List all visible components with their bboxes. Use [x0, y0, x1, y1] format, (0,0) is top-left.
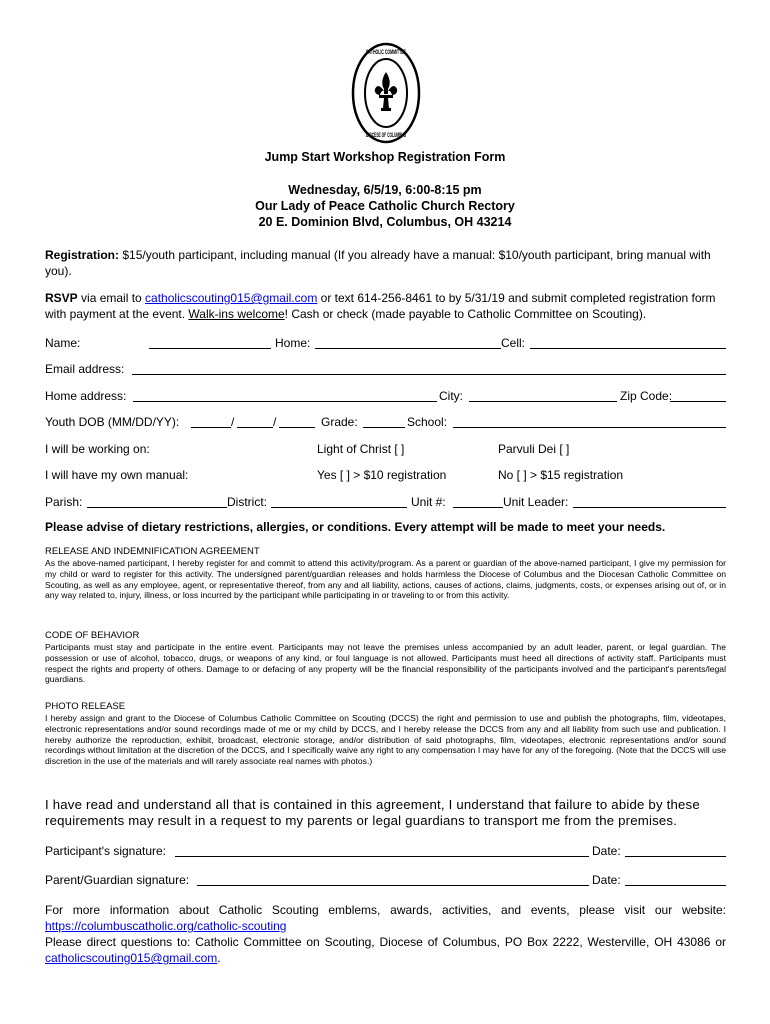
name-field[interactable]: [149, 337, 271, 349]
photo-release-title: PHOTO RELEASE: [45, 701, 126, 712]
website-link[interactable]: https://columbuscatholic.org/catholic-scouting: [45, 919, 287, 933]
address-row: [45, 389, 726, 407]
parent-date-label: Date:: [592, 873, 621, 887]
seal-bottom-text: DIOCESE OF COLUMBUS: [366, 133, 406, 139]
seal-top-text: CATHOLIC COMMITTEE: [366, 50, 406, 56]
parent-signature-field[interactable]: [197, 874, 589, 886]
dob-year-field[interactable]: [279, 416, 315, 428]
email-label: Email address:: [45, 362, 125, 376]
walkins-welcome: Walk-ins welcome: [188, 306, 285, 321]
dietary-note: Please advise of dietary restrictions, allergies, or conditions. Every attempt will be made to meet your needs.: [45, 520, 666, 534]
parish-label: Parish:: [45, 495, 83, 509]
home-phone-label: Home:: [275, 336, 311, 350]
footer-email-link[interactable]: catholicscouting015@gmail.com: [45, 951, 218, 965]
info-text-1: For more information about Catholic Scouting emblems, awards, activities, and events, please visit our website:: [45, 903, 726, 917]
conduct-body: Participants must stay and participate in the entire event. Participants may not leave the premises unless accompanied by an adult leader, parent, or legal guardian. The possession or use of alcohol, tobacco, drugs, or weapons of any kind, or foul language is not allowed. Participants must heed all directions of activity staff. Participants must respect the rights and property of others. Damage to or defacing of any property will be the financial responsibility of the participants involved and the participant's parents/legal guardians.: [45, 642, 726, 685]
photo-release-body: I hereby assign and grant to the Diocese of Columbus Catholic Committee on Scouting (DCCS) the right and permission to use and publish the photographs, film, videotapes, electronic representations and/or sound recordings made of me or my child by DCCS, and I hereby release the DCCS from any and all liability from such use and publication. I hereby authorize the reproduction, exhibit, broadcast, electronic storage, and/or distribution of said photographs, film, videotapes, electronic representations and/or sound recordings without limitation at the discretion of the DCCS, and I specifically waive any right to any compensation I may have for any of the foregoing. (Note that the DCCS will use discretion in the use of the materials and will rarely associate real names with photos.): [45, 713, 726, 767]
diocese-scouting-seal-logo: [351, 42, 421, 144]
contact-info: [45, 902, 726, 966]
city-label: City:: [439, 389, 463, 403]
cell-label: Cell:: [501, 336, 526, 350]
working-on-label: I will be working on:: [45, 442, 150, 456]
email-row: [45, 362, 726, 380]
rsvp-info: [45, 291, 726, 322]
contact-row: [45, 336, 726, 354]
event-date: Wednesday, 6/5/19, 6:00-8:15 pm: [288, 183, 482, 197]
dob-day-field[interactable]: [237, 416, 273, 428]
youth-row: [45, 415, 726, 433]
info-text-2: Please direct questions to: Catholic Committee on Scouting, Diocese of Columbus, PO Box 2222, Westerville, OH 43086 or: [45, 935, 726, 949]
dob-label: Youth DOB (MM/DD/YY):: [45, 415, 180, 429]
parent-date-field[interactable]: [625, 874, 726, 886]
rsvp-email-link[interactable]: catholicscouting015@gmail.com: [145, 291, 318, 305]
event-address: 20 E. Dominion Blvd, Columbus, OH 43214: [258, 215, 512, 229]
conduct-title: CODE OF BEHAVIOR: [45, 630, 140, 641]
dob-separator-1: /: [231, 415, 235, 429]
participant-date-field[interactable]: [625, 845, 726, 857]
home-phone-field[interactable]: [315, 337, 501, 349]
info-text-3: .: [217, 951, 221, 965]
home-address-label: Home address:: [45, 389, 127, 403]
cell-field[interactable]: [530, 337, 726, 349]
registration-info: [45, 248, 726, 279]
name-label: Name:: [45, 336, 81, 350]
rsvp-text-3: ! Cash or check (made payable to Catholic Committee on Scouting).: [284, 306, 647, 321]
manual-no-checkbox[interactable]: No [ ] > $15 registration: [498, 468, 624, 482]
participant-signature-field[interactable]: [175, 845, 589, 857]
registration-text: $15/youth participant, including manual (If you already have a manual: $10/youth participant, bring manual with you).: [45, 248, 711, 278]
rsvp-label: RSVP: [45, 291, 78, 305]
participant-date-label: Date:: [592, 844, 621, 858]
unit-leader-field[interactable]: [573, 496, 726, 508]
release-body: As the above-named participant, I hereby register for and commit to attend this activity/program. As a parent or guardian of the above-named participant, I give my permission for my child or ward to register for this activity. The undersigned parent/guardian releases and holds harmless the Diocese of Columbus and the Diocesan Catholic Committee on Scouting, as well as any employee, agent, or representative thereof, from any and all liability, actions, causes of actions, claims, judgments, costs, or expenses arising out of, or in any way related to, injury, illness, or loss incurred by the participant while participating in or traveling to or from this activity.: [45, 558, 726, 601]
grade-field[interactable]: [363, 416, 405, 428]
rsvp-text-1: via email to: [77, 291, 146, 305]
participant-signature-row: [45, 844, 726, 862]
parent-signature-row: [45, 873, 726, 891]
unit-leader-label: Unit Leader:: [503, 495, 569, 509]
form-title: Jump Start Workshop Registration Form: [264, 150, 506, 164]
agreement-statement: I have read and understand all that is contained in this agreement, I understand that failure to abide by these requirements may result in a request to my parents or legal guardians to transport me from the premises.: [45, 797, 700, 828]
district-field[interactable]: [271, 496, 407, 508]
registration-label: Registration:: [45, 248, 120, 262]
home-address-field[interactable]: [133, 390, 437, 402]
city-field[interactable]: [469, 390, 617, 402]
dob-separator-2: /: [273, 415, 277, 429]
unit-field[interactable]: [453, 496, 503, 508]
parent-signature-label: Parent/Guardian signature:: [45, 873, 190, 887]
own-manual-label: I will have my own manual:: [45, 468, 189, 482]
working-on-row: [45, 442, 726, 460]
district-label: District:: [227, 495, 267, 509]
email-field[interactable]: [132, 363, 726, 375]
event-venue: Our Lady of Peace Catholic Church Rectory: [255, 199, 515, 213]
unit-row: [45, 495, 726, 513]
grade-label: Grade:: [321, 415, 358, 429]
light-of-christ-checkbox[interactable]: Light of Christ [ ]: [317, 442, 405, 456]
zip-field[interactable]: [670, 390, 726, 402]
school-label: School:: [407, 415, 448, 429]
release-title: RELEASE AND INDEMNIFICATION AGREEMENT: [45, 546, 260, 557]
parish-field[interactable]: [87, 496, 227, 508]
unit-label: Unit #:: [411, 495, 446, 509]
school-field[interactable]: [453, 416, 726, 428]
manual-yes-checkbox[interactable]: Yes [ ] > $10 registration: [317, 468, 447, 482]
dob-month-field[interactable]: [191, 416, 231, 428]
parvuli-dei-checkbox[interactable]: Parvuli Dei [ ]: [498, 442, 570, 456]
rsvp-text-2: or text 614-256-8461 to by 5/31/19 and submit completed registration form with payment at the event.: [45, 291, 716, 321]
zip-label: Zip Code:: [620, 389, 673, 403]
own-manual-row: [45, 468, 726, 486]
participant-signature-label: Participant's signature:: [45, 844, 167, 858]
